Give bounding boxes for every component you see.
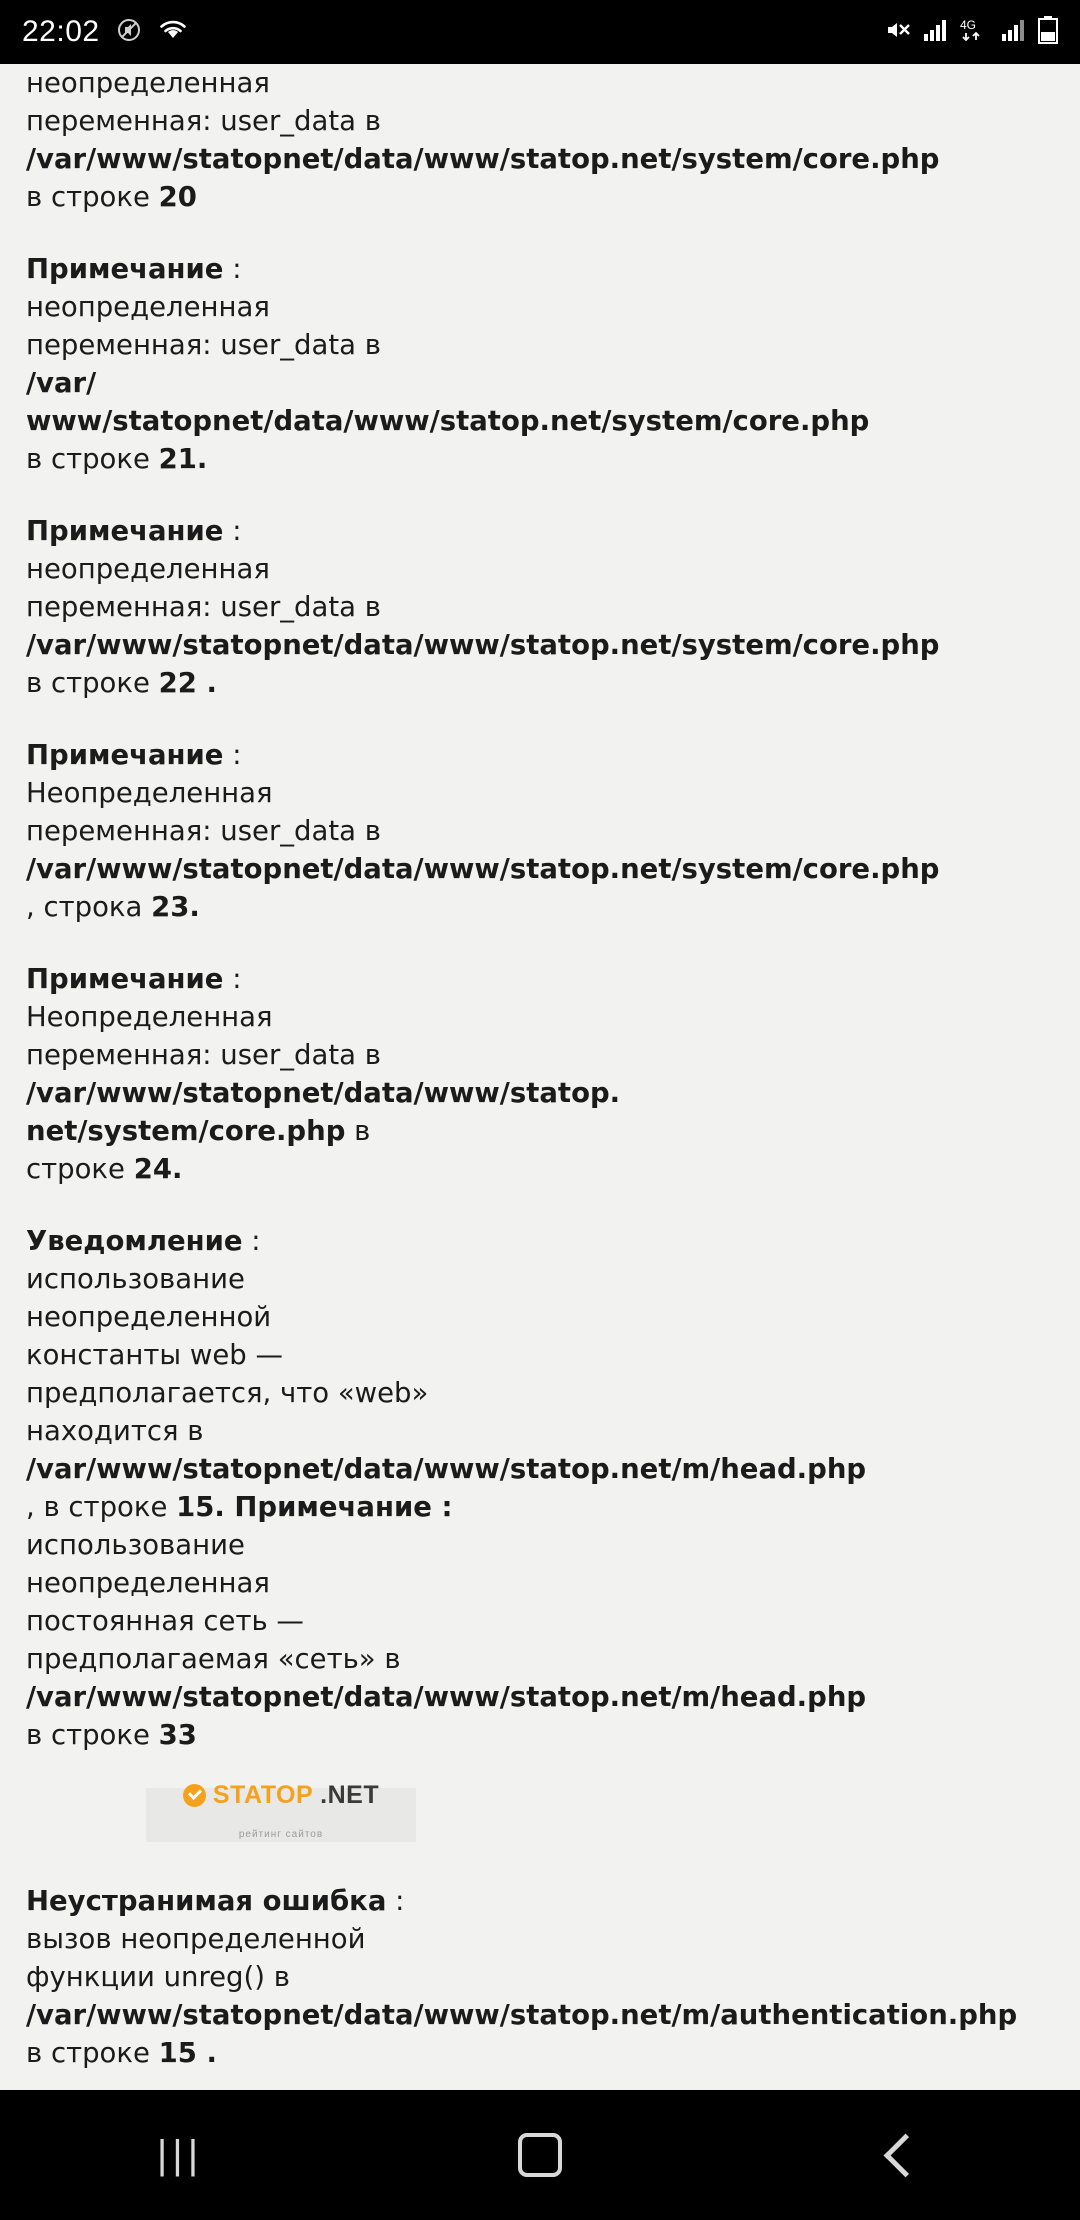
error-message-colon: : bbox=[223, 515, 242, 547]
page-content bbox=[0, 64, 1080, 2072]
error-message-text: неопределенная bbox=[26, 291, 270, 323]
error-message-text: функции unreg() в bbox=[26, 1961, 290, 1993]
statop-logo bbox=[183, 1776, 379, 1814]
error-message-text: переменная: user_data в bbox=[26, 105, 381, 137]
error-message-block bbox=[26, 512, 1054, 702]
error-message-text: , в строке bbox=[26, 1491, 177, 1523]
error-line-number: 21. bbox=[158, 443, 208, 475]
webpage-viewport[interactable] bbox=[0, 64, 1080, 2090]
error-message-text: вызов неопределенной bbox=[26, 1923, 366, 1955]
error-message-text: в строке bbox=[26, 667, 159, 699]
error-message-text: неопределенной bbox=[26, 1301, 272, 1333]
status-clock: 22:02 bbox=[22, 15, 100, 48]
error-message-text: предполагается, что «web» bbox=[26, 1377, 429, 1409]
statop-check-icon bbox=[183, 1784, 206, 1807]
error-file-path: /var/www/statopnet/data/www/statop.net/m/head.php bbox=[26, 1681, 867, 1713]
statop-logo-inner[interactable] bbox=[146, 1781, 416, 1842]
mute-icon bbox=[884, 17, 912, 47]
logo-main-text: STATOP bbox=[212, 1781, 314, 1809]
error-message-text: Неопределенная bbox=[26, 1001, 273, 1033]
error-message-text: в строке bbox=[26, 181, 159, 213]
error-message-text: неопределенная bbox=[26, 67, 270, 99]
error-file-path: net/system/core.php bbox=[26, 1115, 346, 1147]
error-message-list bbox=[26, 64, 1054, 1754]
status-bar-left bbox=[22, 15, 188, 49]
error-file-path: /var/www/statopnet/data/www/statop.net/system/core.php bbox=[26, 853, 940, 885]
android-navigation-bar bbox=[0, 2090, 1080, 2220]
error-file-path: /var/www/statopnet/data/www/statop.net/m/authentication.php bbox=[26, 1999, 1018, 2031]
error-message-text: предполагаемая «сеть» в bbox=[26, 1643, 401, 1675]
error-message-colon: : bbox=[223, 253, 242, 285]
error-message-text: , строка bbox=[26, 891, 152, 923]
error-line-number: 23. bbox=[151, 891, 200, 923]
error-message-text: Неопределенная bbox=[26, 777, 273, 809]
home-icon bbox=[518, 2133, 562, 2177]
error-message-text: в строке bbox=[26, 1719, 159, 1751]
recents-icon: ||| bbox=[156, 2132, 204, 2177]
error-line-number: в bbox=[345, 1115, 371, 1147]
wifi-icon bbox=[158, 18, 188, 46]
error-line-number: 24. bbox=[133, 1153, 183, 1185]
error-message-label: Неустранимая ошибка bbox=[26, 1885, 387, 1917]
error-message-label: Примечание bbox=[26, 739, 224, 771]
error-message-label: Уведомление bbox=[26, 1225, 243, 1257]
error-message-block bbox=[26, 64, 1054, 216]
status-bar-right bbox=[884, 16, 1058, 48]
error-message-block bbox=[26, 960, 1054, 1188]
error-file-path: /var/ bbox=[26, 367, 97, 399]
error-message-text: константы web — bbox=[26, 1339, 283, 1371]
error-message-colon: : bbox=[223, 963, 242, 995]
back-button[interactable] bbox=[840, 2090, 960, 2220]
error-message-label: Примечание bbox=[26, 515, 224, 547]
error-line-number: 33 bbox=[158, 1719, 197, 1751]
error-message-text: неопределенная bbox=[26, 553, 270, 585]
error-message-colon: : bbox=[386, 1885, 405, 1917]
error-message-block bbox=[26, 1222, 1054, 1754]
error-message-text: находится в bbox=[26, 1415, 204, 1447]
home-button[interactable] bbox=[480, 2090, 600, 2220]
error-message-text: неопределенная bbox=[26, 1567, 270, 1599]
error-message-label: Примечание bbox=[26, 963, 224, 995]
svg-text:4G: 4G bbox=[960, 18, 977, 32]
logo-tagline: рейтинг сайтов bbox=[238, 1829, 324, 1840]
error-line-number: 20 bbox=[158, 181, 197, 213]
error-message-text: использование bbox=[26, 1529, 245, 1561]
fatal-error-block bbox=[26, 1882, 1054, 2072]
battery-icon bbox=[1038, 16, 1058, 48]
back-icon bbox=[883, 2133, 927, 2177]
network-4g-icon bbox=[960, 17, 990, 47]
error-message-text: в строке bbox=[26, 443, 159, 475]
error-file-path: www/statopnet/data/www/statop.net/system/core.php bbox=[26, 405, 870, 437]
error-message-text: постоянная сеть — bbox=[26, 1605, 304, 1637]
statop-logo-banner[interactable] bbox=[26, 1781, 1054, 1842]
error-line-number: 15. Примечание : bbox=[176, 1491, 453, 1523]
recents-button[interactable] bbox=[120, 2090, 240, 2220]
signal-bars-icon bbox=[923, 18, 949, 46]
error-message-text: переменная: user_data в bbox=[26, 1039, 381, 1071]
error-message-block bbox=[26, 736, 1054, 926]
signal-bars-2-icon bbox=[1001, 18, 1027, 46]
error-message-label: Примечание bbox=[26, 253, 224, 285]
error-message-text: в строке bbox=[26, 2037, 159, 2069]
error-message-block bbox=[26, 250, 1054, 478]
error-line-number: 22 . bbox=[158, 667, 217, 699]
error-message-text: использование bbox=[26, 1263, 245, 1295]
error-message-text: переменная: user_data в bbox=[26, 815, 381, 847]
logo-suffix-text: .NET bbox=[320, 1781, 380, 1809]
error-file-path: /var/www/statopnet/data/www/statop.net/m/head.php bbox=[26, 1453, 867, 1485]
error-line-number: 15 . bbox=[158, 2037, 217, 2069]
error-message-text: строке bbox=[26, 1153, 134, 1185]
mute-badge-icon bbox=[116, 17, 142, 47]
error-message-block bbox=[26, 1882, 1054, 2072]
error-message-text: переменная: user_data в bbox=[26, 591, 381, 623]
error-message-colon: : bbox=[223, 739, 242, 771]
status-bar bbox=[0, 0, 1080, 64]
error-file-path: /var/www/statopnet/data/www/statop.net/system/core.php bbox=[26, 629, 940, 661]
error-file-path: /var/www/statopnet/data/www/statop.net/system/core.php bbox=[26, 143, 940, 175]
error-message-colon: : bbox=[242, 1225, 261, 1257]
error-message-text: переменная: user_data в bbox=[26, 329, 381, 361]
error-file-path: /var/www/statopnet/data/www/statop. bbox=[26, 1077, 621, 1109]
